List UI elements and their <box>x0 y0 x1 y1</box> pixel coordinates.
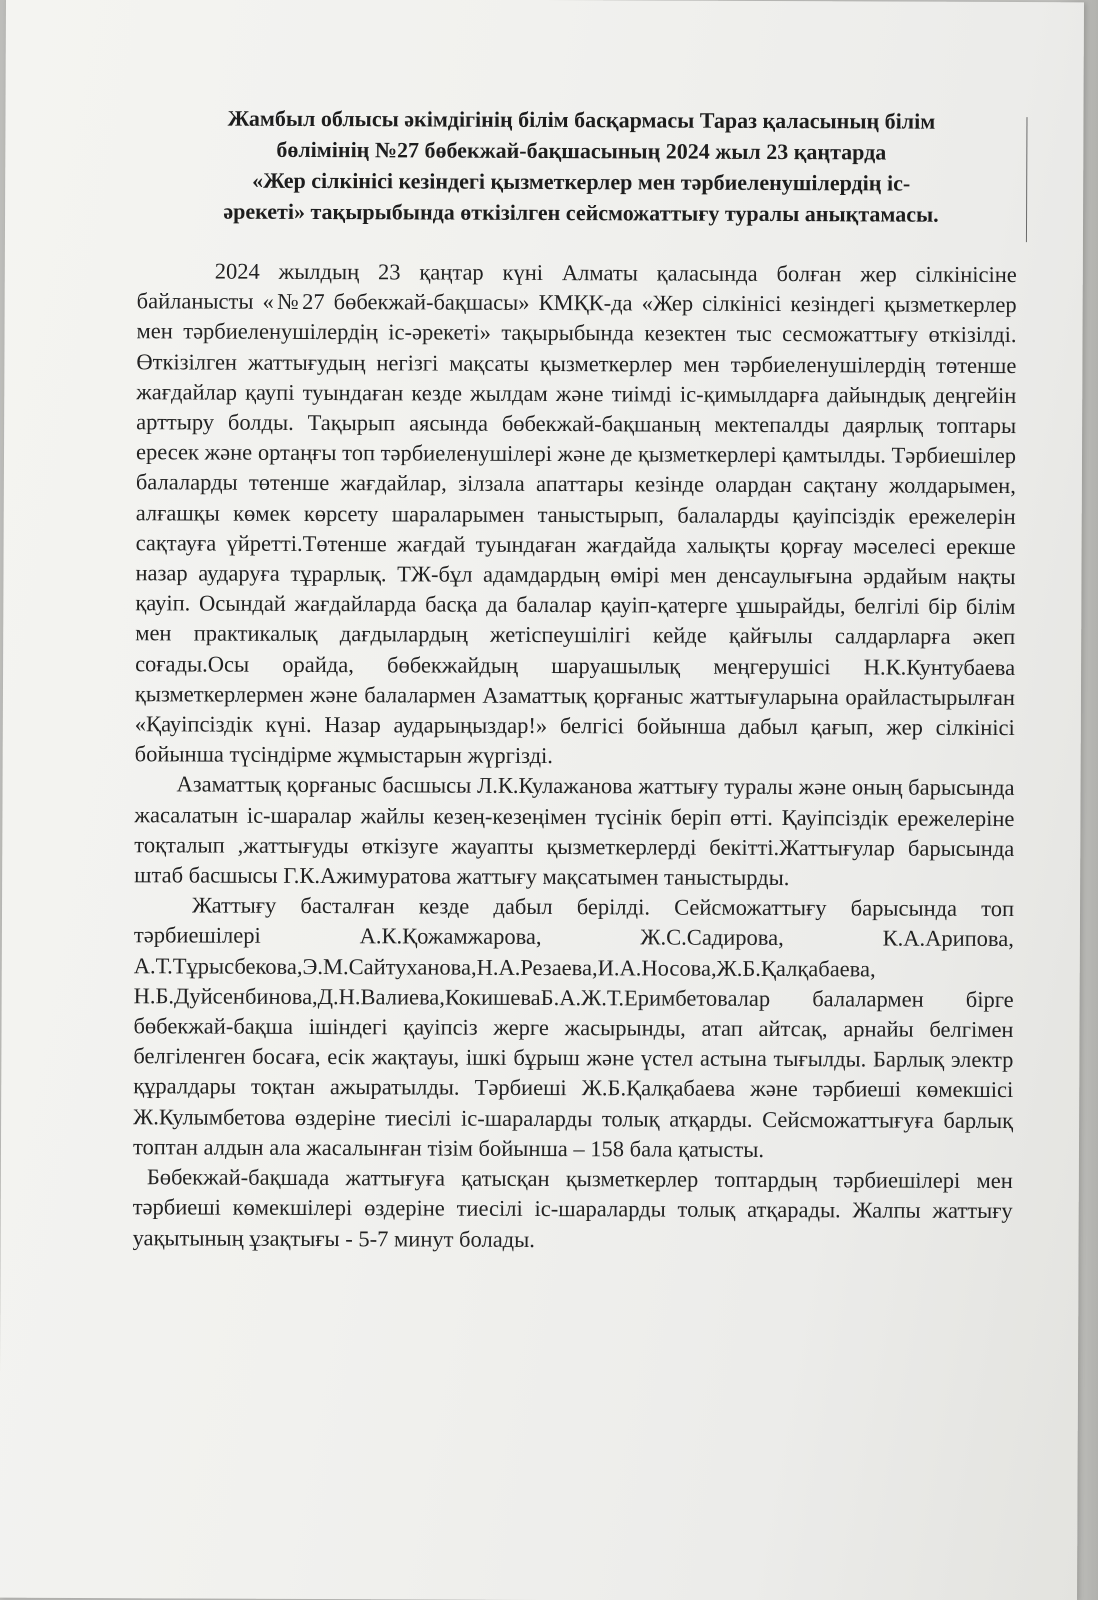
paragraph-4: Бөбекжай-бақшада жаттығуға қатысқан қызметкерлер топтардың тәрбиешілері мен тәрбиеші көмекшілері өздеріне тиесілі іс-шараларды толық атқарады. Жалпы жаттығу уақытының ұзақтығы - 5-7 минут болады. <box>132 1164 1013 1252</box>
heading-line-1: Жамбыл облысы әкімдігінің білім басқармасы Тараз қаласының білім <box>227 105 936 134</box>
margin-mark <box>1026 117 1028 242</box>
paragraph-3: Жаттығу басталған кезде дабыл берілді. Сейсможаттығу барысында топ тәрбиешілері А.К.Қожамжарова, Ж.С.Садирова, К.А.Арипова, А.Т.Тұрысбекова,Э.М.Сайтуханова,Н.А.Резаева,И.А.Носова,Ж.Б.Қалқабаева, Н.Б.Дуйсенбинова,Д.Н.Валиева,КокишеваБ.А.Ж.Т.Еримбетовалар балалармен бірге бөбекжай-бақша ішіндегі қауіпсіз жерге жасырынды, атап айтсақ, арнайы белгімен белгіленген босаға, есік жақтауы, ішкі бұрыш және үстел астына тығылды. Барлық электр құралдары тоқтан ажыратылды. Тәрбиеші Ж.Б.Қалқабаева және тәрбиеші көмекшісі Ж.Кулымбетова өздеріне тиесілі іс-шараларды толық атқарды. Сейсможаттығуға барлық топтан алдын ала жасалынған тізім бойынша – 158 бала қатысты. <box>132 892 1015 1162</box>
heading-line-2: бөлімінің №27 бөбекжай-бақшасының 2024 жыл 23 қаңтарда <box>276 136 887 165</box>
heading-line-3: «Жер сілкінісі кезіндегі қызметкерлер мен тәрбиеленушілердің іс- <box>252 167 911 196</box>
document-heading <box>143 102 1020 230</box>
paragraph-2: Азаматтық қорғаныс басшысы Л.К.Кулажанова жаттығу туралы және оның барысында жасалатын іс-шаралар жайлы кезең-кезеңімен түсінік беріп өтті. Қауіпсіздік ережелеріне тоқталып ,жаттығуды өткізуге жауапты қызметкерлерді бекітті.Жаттығулар барысында штаб басшысы Г.К.Ажимуратова жаттығу мақсатымен таныстырды. <box>134 771 1015 891</box>
document-body <box>133 256 1017 1257</box>
heading-line-4: әрекеті» тақырыбында өткізілген сейсможаттығу туралы анықтамасы. <box>223 198 939 227</box>
paragraph-1: 2024 жылдың 23 қаңтар күні Алматы қаласында болған жер сілкінісіне байланысты «№27 бөбекжай-бақшасы» КМҚК-да «Жер сілкінісі кезіндегі қызметкерлер мен тәрбиеленушілердің іс-әрекеті» тақырыбында кезектен тыс сесможаттығу өткізілді. Өткізілген жаттығудың негізгі мақсаты қызметкерлер мен тәрбиеленушілердің төтенше жағдайлар қаупі туындаған кезде жылдам және тиімді іс-қимылдарға дайындық деңгейін арттыру болды. Тақырып аясында бөбекжай-бақшаның мектепалды даярлық топтары ересек және ортаңғы топ тәрбиеленушілері және де қызметкерлері қамтылды. Тәрбиешілер балаларды төтенше жағдайлар, зілзала апаттары кезінде олардан сақтану жолдарымен, алғашқы көмек көрсету шараларымен таныстырып, балаларды қауіпсіздік ережелерін сақтауға үйретті.Төтенше жағдай туындаған жағдайда халықты қорғау мәселесі ерекше назар аударуға тұрарлық. ТЖ-бұл адамдардың өмірі мен денсаулығына әрдайым нақты қауіп. Осындай жағдайларда басқа да балалар қауіп-қатерге ұшырайды, белгілі бір білім мен практикалық дағдылардың жетіспеушілігі кейде қайғылы салдарларға әкеп соғады.Осы орайда, бөбекжайдың шаруашылық меңгерушісі Н.К.Кунтубаева қызметкерлермен және балалармен Азаматтық қорғаныс жаттығуларына орайластырылған «Қауіпсіздік күні. Назар аударыңыздар!» белгісі бойынша дабыл қағып, жер сілкінісі бойынша түсіндірме жұмыстарын жүргізді. <box>134 258 1017 769</box>
